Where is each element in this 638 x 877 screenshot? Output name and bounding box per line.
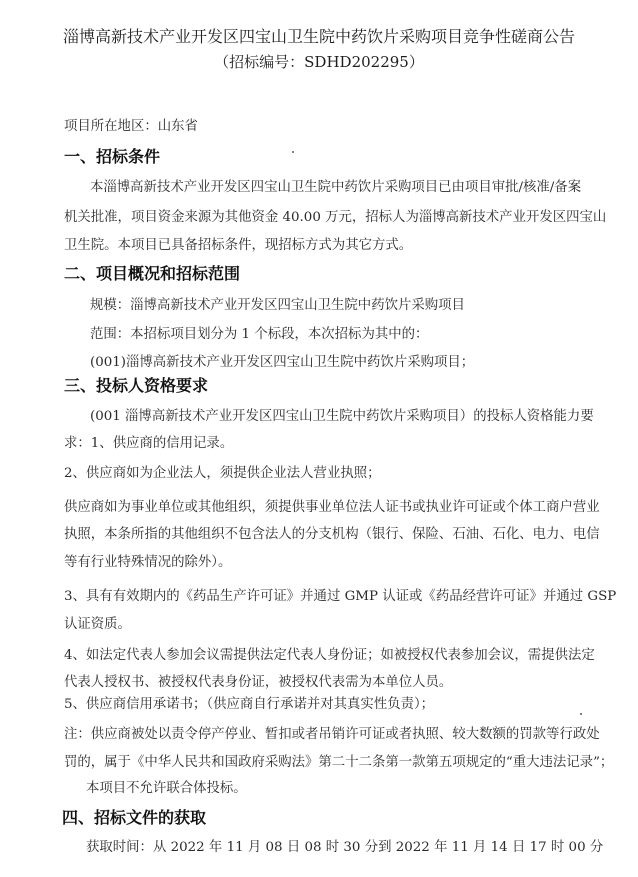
paragraph-line: 本淄博高新技术产业开发区四宝山卫生院中药饮片采购项目已由项目审批/核准/备案 bbox=[90, 180, 582, 195]
paragraph-line: 范围：本招标项目划分为 1 个标段，本次招标为其中的： bbox=[90, 327, 429, 342]
paragraph-line: 认证资质。 bbox=[64, 617, 131, 632]
scan-speck bbox=[292, 151, 294, 153]
paragraph-line: 本项目不允许联合体投标。 bbox=[86, 781, 247, 796]
paragraph-line: 等有行业特殊情况的除外）。 bbox=[64, 555, 232, 570]
paragraph-line: 机关批准，项目资金来源为其他资金 40.00 万元，招标人为淄博高新技术产业开发区四宝山 bbox=[64, 210, 607, 225]
paragraph-line: 4、如法定代表人参加会议需提供法定代表人身份证；如被授权代表参加会议，需提供法定 bbox=[64, 648, 595, 663]
paragraph-line: (001)淄博高新技术产业开发区四宝山卫生院中药饮片采购项目； bbox=[90, 355, 475, 370]
paragraph-line: 求：1、供应商的信用记录。 bbox=[64, 436, 234, 451]
scan-speck bbox=[580, 713, 582, 715]
project-region: 项目所在地区：山东省 bbox=[64, 119, 198, 134]
section-heading-4: 四、招标文件的获取 bbox=[62, 808, 207, 827]
paragraph-line: 2、供应商如为企业法人，须提供企业法人营业执照； bbox=[64, 466, 381, 481]
document-title: 淄博高新技术产业开发区四宝山卫生院中药饮片采购项目竞争性磋商公告 bbox=[62, 27, 575, 46]
paragraph-line: 供应商如为事业单位或其他组织，须提供事业单位法人证书或执业许可证或个体工商户营业 bbox=[64, 500, 600, 515]
paragraph-line: 代表人授权书、被授权代表身份证，被授权代表需为本单位人员。 bbox=[64, 675, 453, 690]
paragraph-line: 卫生院。本项目已具备招标条件，现招标方式为其它方式。 bbox=[64, 238, 413, 253]
paragraph-line: (001 淄博高新技术产业开发区四宝山卫生院中药饮片采购项目）的投标人资格能力要 bbox=[90, 409, 594, 424]
section-heading-2: 二、项目概况和招标范围 bbox=[64, 264, 241, 283]
paragraph-line: 注：供应商被处以责令停产停业、暂扣或者吊销许可证或者执照、较大数额的罚款等行政处 bbox=[64, 727, 600, 742]
paragraph-line: 罚的，属于《中华人民共和国政府采购法》第二十二条第一款第五项规定的“重大违法记录”； bbox=[64, 755, 614, 770]
paragraph-line: 获取时间：从 2022 年 11 月 08 日 08 时 30 分到 2022 年 11 月 14 日 17 时 00 分 bbox=[86, 840, 604, 855]
tender-number: （招标编号：SDHD202295） bbox=[214, 53, 424, 71]
paragraph-line: 执照，本条所指的其他组织不包含法人的分支机构（银行、保险、石油、石化、电力、电信 bbox=[64, 527, 600, 542]
section-heading-3: 三、投标人资格要求 bbox=[64, 376, 209, 395]
paragraph-line: 5、供应商信用承诺书；（供应商自行承诺并对其真实性负责）； bbox=[64, 697, 435, 712]
paragraph-line: 3、具有有效期内的《药品生产许可证》并通过 GMP 认证或《药品经营许可证》并通过 GSP bbox=[64, 589, 617, 604]
section-heading-1: 一、招标条件 bbox=[64, 147, 161, 166]
paragraph-line: 规模：淄博高新技术产业开发区四宝山卫生院中药饮片采购项目 bbox=[90, 298, 465, 313]
